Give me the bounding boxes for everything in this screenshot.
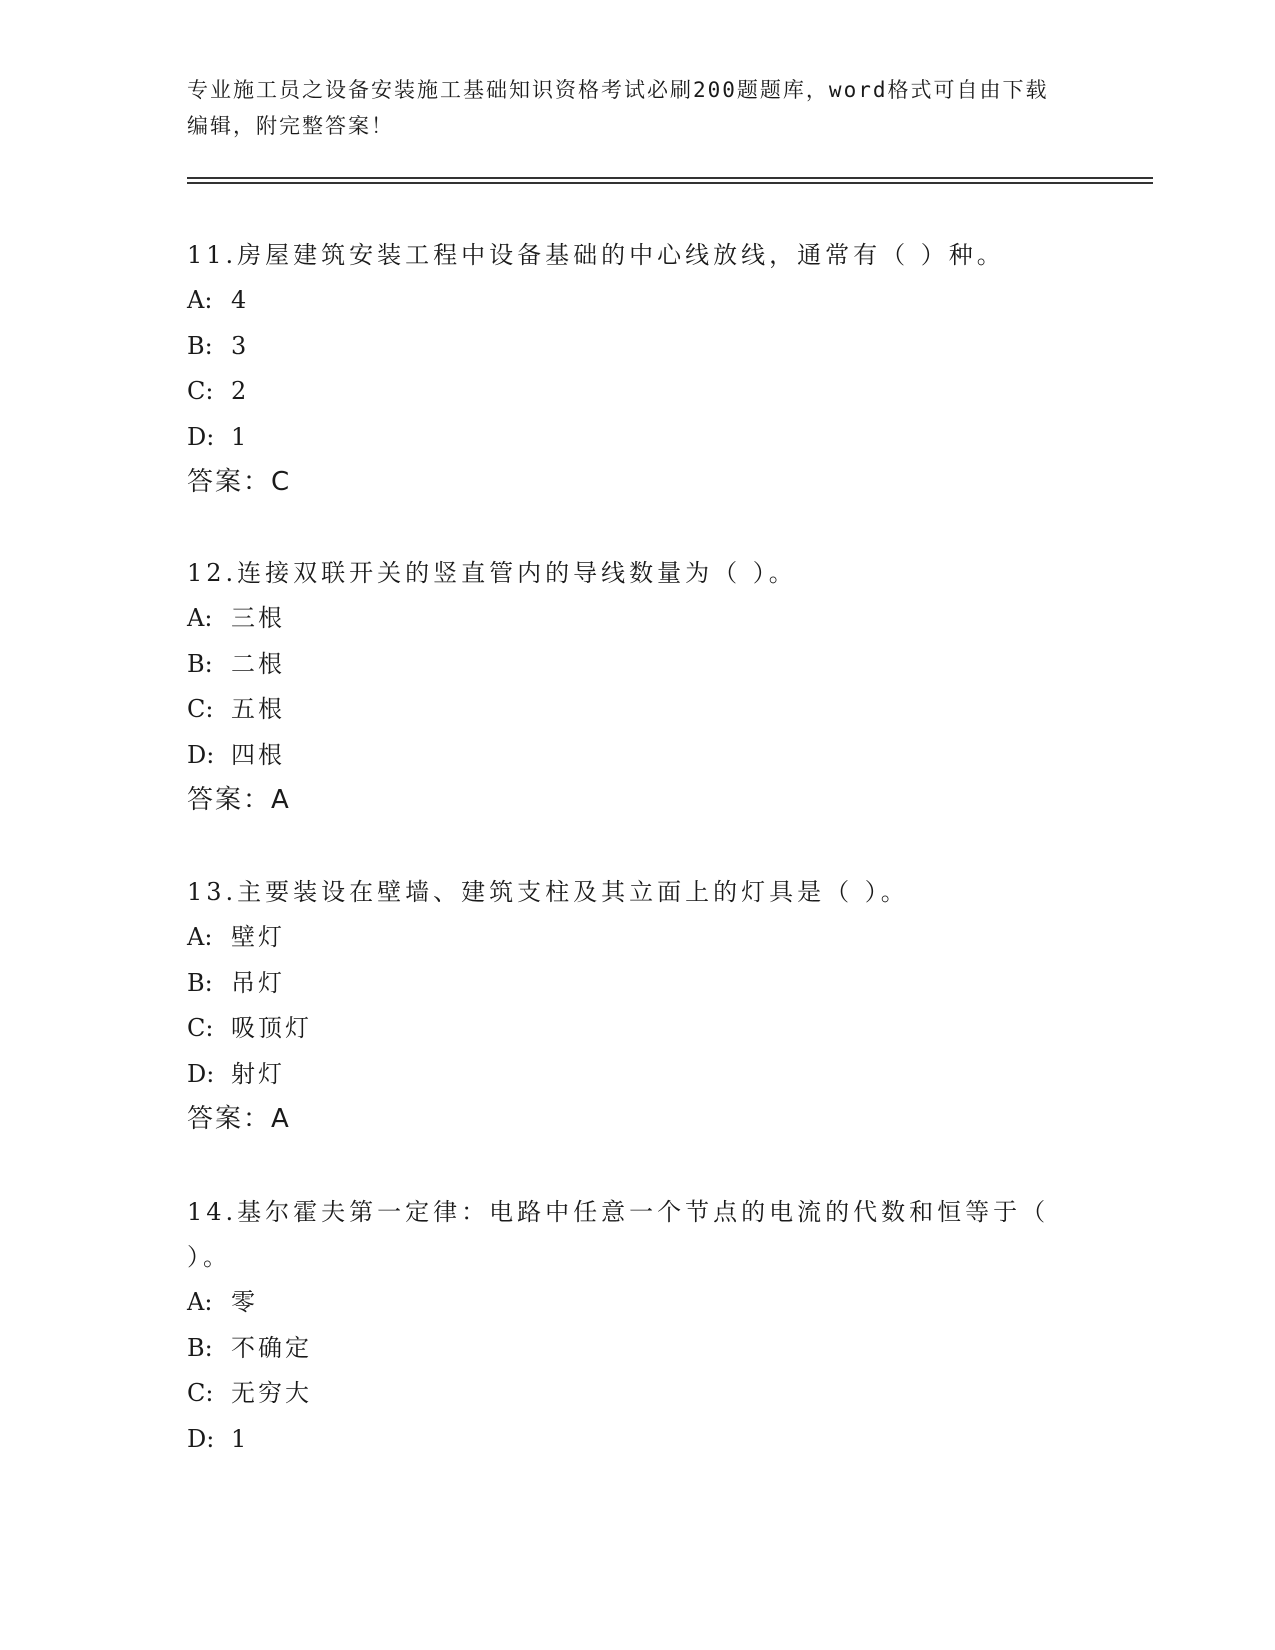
document-header: 专业施工员之设备安装施工基础知识资格考试必刷200题题库，word格式可自由下载编辑，附完整答案！ [187, 78, 1049, 138]
question-stem: 12.连接双联开关的竖直管内的导线数量为（ ）。 [187, 559, 797, 587]
question-stem: 14.基尔霍夫第一定律：电路中任意一个节点的电流的代数和恒等于（ ）。 [187, 1198, 1050, 1271]
option-text: 四根 [231, 740, 285, 769]
option-letter: A: [187, 1288, 213, 1316]
option-letter: A: [187, 604, 213, 632]
answer-line: 答案：C [187, 467, 292, 497]
question-12 [187, 551, 1087, 823]
option-letter: C: [187, 695, 214, 723]
option-text: 吊灯 [231, 968, 285, 997]
question-stem: 13.主要装设在壁墙、建筑支柱及其立面上的灯具是（ ）。 [187, 878, 909, 906]
option-letter: A: [187, 923, 213, 951]
header-divider-top [187, 177, 1153, 179]
option-letter: B: [187, 968, 213, 997]
option-letter: B: [187, 331, 213, 360]
option-text: 1 [231, 1424, 250, 1453]
option-d [187, 415, 1087, 461]
option-a [187, 915, 1087, 961]
option-list [187, 1280, 1087, 1462]
option-d [187, 1052, 1087, 1098]
option-letter: B: [187, 649, 213, 678]
option-c [187, 1371, 1087, 1417]
option-list [187, 915, 1087, 1097]
option-text: 吸顶灯 [231, 1014, 312, 1042]
option-a [187, 278, 1087, 324]
answer-line: 答案：A [187, 1104, 291, 1134]
option-text: 3 [231, 331, 250, 360]
option-letter: D: [187, 422, 215, 451]
option-letter: C: [187, 1014, 214, 1042]
option-text: 壁灯 [231, 923, 285, 951]
option-letter: D: [187, 1424, 215, 1453]
question-11 [187, 233, 1087, 505]
option-text: 4 [231, 286, 250, 314]
option-letter: D: [187, 1059, 215, 1088]
option-b [187, 961, 1087, 1007]
option-list [187, 278, 1087, 460]
option-b [187, 324, 1087, 370]
option-text: 不确定 [231, 1333, 312, 1362]
option-d [187, 733, 1087, 779]
option-text: 零 [231, 1288, 258, 1316]
question-14 [187, 1190, 1087, 1462]
option-c [187, 687, 1087, 733]
option-letter: C: [187, 377, 214, 405]
option-b [187, 1326, 1087, 1372]
option-a [187, 1280, 1087, 1326]
option-a [187, 596, 1087, 642]
option-text: 三根 [231, 604, 285, 632]
question-stem: 11.房屋建筑安装工程中设备基础的中心线放线，通常有（ ）种。 [187, 241, 1005, 269]
option-c [187, 1006, 1087, 1052]
option-letter: D: [187, 740, 215, 769]
option-letter: A: [187, 286, 213, 314]
option-text: 二根 [231, 649, 285, 678]
option-list [187, 596, 1087, 778]
option-letter: B: [187, 1333, 213, 1362]
option-text: 无穷大 [231, 1379, 312, 1407]
option-d [187, 1417, 1087, 1463]
option-c [187, 369, 1087, 415]
header-divider-bottom [187, 182, 1153, 184]
option-text: 射灯 [231, 1059, 285, 1088]
option-letter: C: [187, 1379, 214, 1407]
answer-line: 答案：A [187, 785, 291, 815]
option-b [187, 642, 1087, 688]
option-text: 五根 [231, 695, 285, 723]
option-text: 2 [231, 377, 250, 405]
question-13 [187, 870, 1087, 1142]
option-text: 1 [231, 422, 250, 451]
